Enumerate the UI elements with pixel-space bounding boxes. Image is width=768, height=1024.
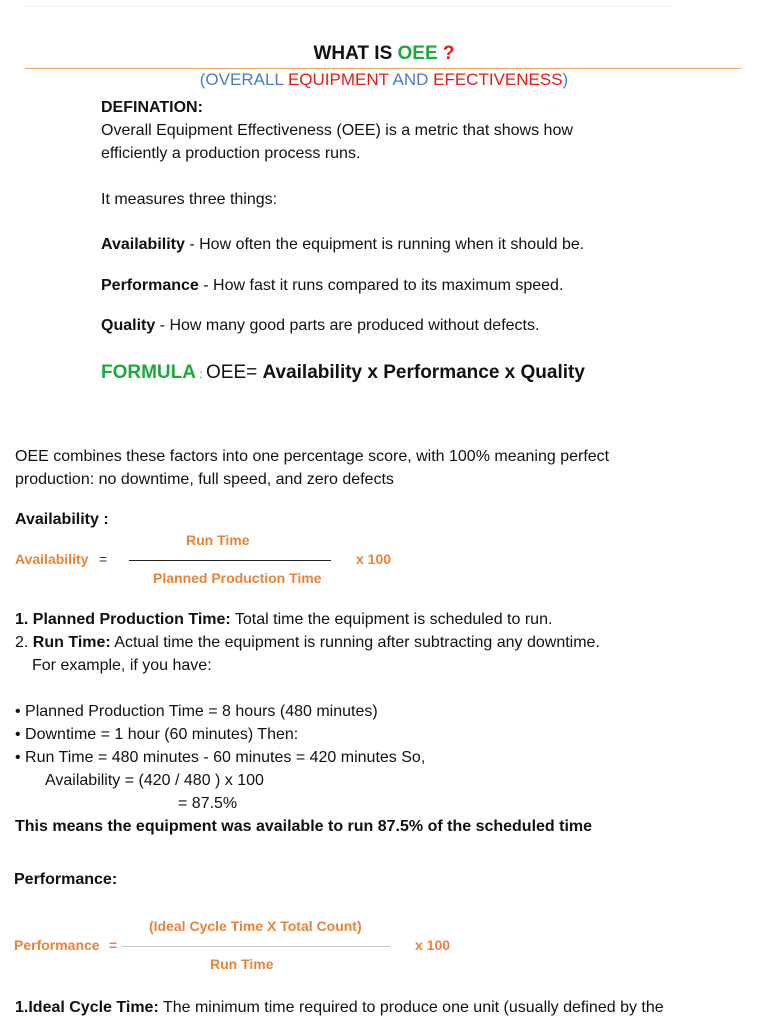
availability-fraction-bar	[129, 560, 331, 561]
ideal-cycle-desc: The minimum time required to produce one unit (usually defined by the	[158, 999, 664, 1016]
formula-expression: Availability x Performance x Quality	[262, 362, 585, 383]
performance-item-1	[15, 996, 664, 1019]
example-intro: For example, if you have:	[32, 657, 212, 674]
example-bullet-1: • Planned Production Time = 8 hours (480 minutes)	[15, 703, 378, 720]
formula-colon: :	[195, 367, 206, 381]
run-time-number: 2.	[15, 634, 33, 651]
quality-definition	[101, 314, 539, 337]
title-question: ?	[437, 43, 455, 64]
intro-line-2: production: no downtime, full speed, and zero defects	[15, 471, 394, 488]
performance-heading: Performance:	[14, 871, 118, 888]
definition-line-1: Overall Equipment Effectiveness (OEE) is a metric that shows how	[101, 122, 573, 139]
subtitle-effectiveness: EFECTIVENESS	[433, 70, 563, 89]
subtitle-equipment: EQUIPMENT	[287, 70, 389, 89]
performance-formula-multiplier: x 100	[415, 937, 451, 953]
performance-desc: - How fast it runs compared to its maximum speed.	[198, 277, 564, 294]
availability-calc-1: Availability = (420 / 480 ) x 100	[45, 772, 264, 789]
subtitle-close: )	[562, 70, 569, 89]
definition-heading: DEFINATION:	[101, 99, 203, 116]
measures-intro: It measures three things:	[101, 191, 278, 208]
availability-formula-numerator: Run Time	[186, 532, 250, 548]
availability-formula-lhs: Availability	[15, 551, 89, 567]
title-rule	[25, 68, 741, 69]
subtitle-and: AND	[388, 70, 434, 89]
availability-item-2	[15, 631, 600, 654]
availability-calc-2: = 87.5%	[178, 795, 238, 812]
intro-line-1: OEE combines these factors into one percentage score, with 100% meaning perfect	[15, 448, 610, 465]
performance-fraction-bar	[122, 946, 390, 947]
performance-formula-lhs: Performance	[14, 937, 100, 953]
example-bullet-3: • Run Time = 480 minutes - 60 minutes = 420 minutes So,	[15, 749, 426, 766]
title-prefix: WHAT IS	[313, 43, 398, 64]
formula-label: FORMULA	[101, 362, 196, 383]
page-title	[0, 43, 768, 65]
availability-heading: Availability :	[15, 511, 109, 528]
availability-item-1	[15, 608, 552, 631]
quality-term: Quality	[101, 317, 156, 334]
availability-conclusion: This means the equipment was available to run 87.5% of the scheduled time	[15, 818, 593, 835]
performance-formula-numerator: (Ideal Cycle Time X Total Count)	[149, 918, 362, 934]
planned-time-desc: Total time the equipment is scheduled to run.	[230, 611, 553, 628]
ideal-cycle-term: 1.Ideal Cycle Time:	[15, 999, 159, 1016]
availability-formula-denominator: Planned Production Time	[153, 570, 322, 586]
oee-formula	[101, 362, 585, 384]
performance-term: Performance	[101, 277, 199, 294]
run-time-desc: Actual time the equipment is running after subtracting any downtime.	[110, 634, 600, 651]
performance-formula-denominator: Run Time	[210, 956, 274, 972]
planned-time-term: 1. Planned Production Time:	[15, 611, 231, 628]
formula-oee: OEE=	[206, 362, 263, 383]
availability-desc: - How often the equipment is running when it should be.	[184, 236, 585, 253]
top-divider	[25, 6, 670, 7]
availability-formula-multiplier: x 100	[356, 551, 392, 567]
performance-definition	[101, 274, 563, 297]
page-subtitle	[0, 70, 768, 90]
availability-term: Availability	[101, 236, 185, 253]
availability-formula-equals: =	[99, 551, 108, 567]
availability-definition	[101, 233, 584, 256]
quality-desc: - How many good parts are produced without defects.	[155, 317, 540, 334]
performance-formula-equals: =	[109, 937, 118, 953]
run-time-term: Run Time:	[32, 634, 111, 651]
example-bullet-2: • Downtime = 1 hour (60 minutes) Then:	[15, 726, 299, 743]
subtitle-open: (OVERALL	[199, 70, 288, 89]
definition-line-2: efficiently a production process runs.	[101, 145, 361, 162]
title-oee: OEE	[397, 43, 438, 64]
